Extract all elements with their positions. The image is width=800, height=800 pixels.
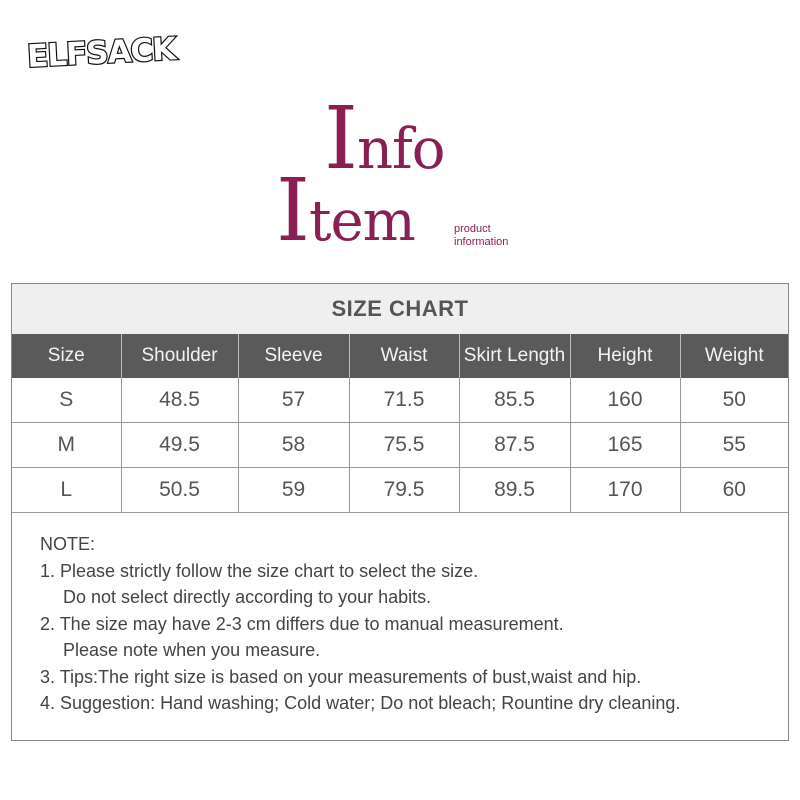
table-cell: 57 (238, 378, 349, 423)
note-line: 1. Please strictly follow the size chart to select the size. (40, 560, 479, 581)
table-cell: 87.5 (459, 423, 570, 468)
table-cell: 55 (680, 423, 788, 468)
column-header: Height (570, 334, 680, 378)
item-word: Item (276, 161, 415, 261)
heading-subtitle-line2: information (454, 236, 509, 248)
notes-title: NOTE: (40, 534, 96, 554)
column-header: Sleeve (238, 334, 349, 378)
table-cell: 79.5 (349, 468, 459, 513)
table-header-row (12, 334, 788, 378)
table-cell: 170 (570, 468, 680, 513)
size-chart-table (12, 334, 788, 513)
item-info-heading (276, 90, 536, 260)
table-cell: 48.5 (121, 378, 238, 423)
table-cell: 60 (680, 468, 788, 513)
svg-text:ELFSACK: ELFSACK (26, 31, 177, 75)
table-cell: S (12, 378, 121, 423)
table-cell: 89.5 (459, 468, 570, 513)
note-line: Do not select directly according to your habits. (63, 587, 432, 607)
size-chart-title: SIZE CHART (12, 284, 788, 334)
brand-logo (24, 26, 177, 75)
table-cell: L (12, 468, 121, 513)
note-line: Please note when you measure. (63, 640, 321, 660)
note-line: 4. Suggestion: Hand washing; Cold water; Do not bleach; Rountine dry cleaning. (40, 693, 681, 713)
column-header: Weight (680, 334, 788, 378)
table-cell: 71.5 (349, 378, 459, 423)
table-cell: 49.5 (121, 423, 238, 468)
table-cell: 75.5 (349, 423, 459, 468)
column-header: Size (12, 334, 121, 378)
table-cell: M (12, 423, 121, 468)
table-cell: 58 (238, 423, 349, 468)
notes-section (12, 513, 788, 717)
table-cell: 50 (680, 378, 788, 423)
column-header: Skirt Length (459, 334, 570, 378)
table-row (12, 423, 788, 468)
heading-subtitle-line1: product (454, 223, 491, 235)
table-cell: 165 (570, 423, 680, 468)
table-row (12, 468, 788, 513)
table-cell: 59 (238, 468, 349, 513)
table-row (12, 378, 788, 423)
size-chart-panel (11, 283, 789, 741)
note-line: 3. Tips:The right size is based on your measurements of bust,waist and hip. (40, 666, 642, 687)
table-cell: 85.5 (459, 378, 570, 423)
note-line: 2. The size may have 2-3 cm differs due to manual measurement. (40, 613, 564, 634)
table-cell: 50.5 (121, 468, 238, 513)
brand-logo-image (24, 26, 177, 75)
column-header: Waist (349, 334, 459, 378)
info-word: Info (324, 89, 445, 189)
table-cell: 160 (570, 378, 680, 423)
column-header: Shoulder (121, 334, 238, 378)
